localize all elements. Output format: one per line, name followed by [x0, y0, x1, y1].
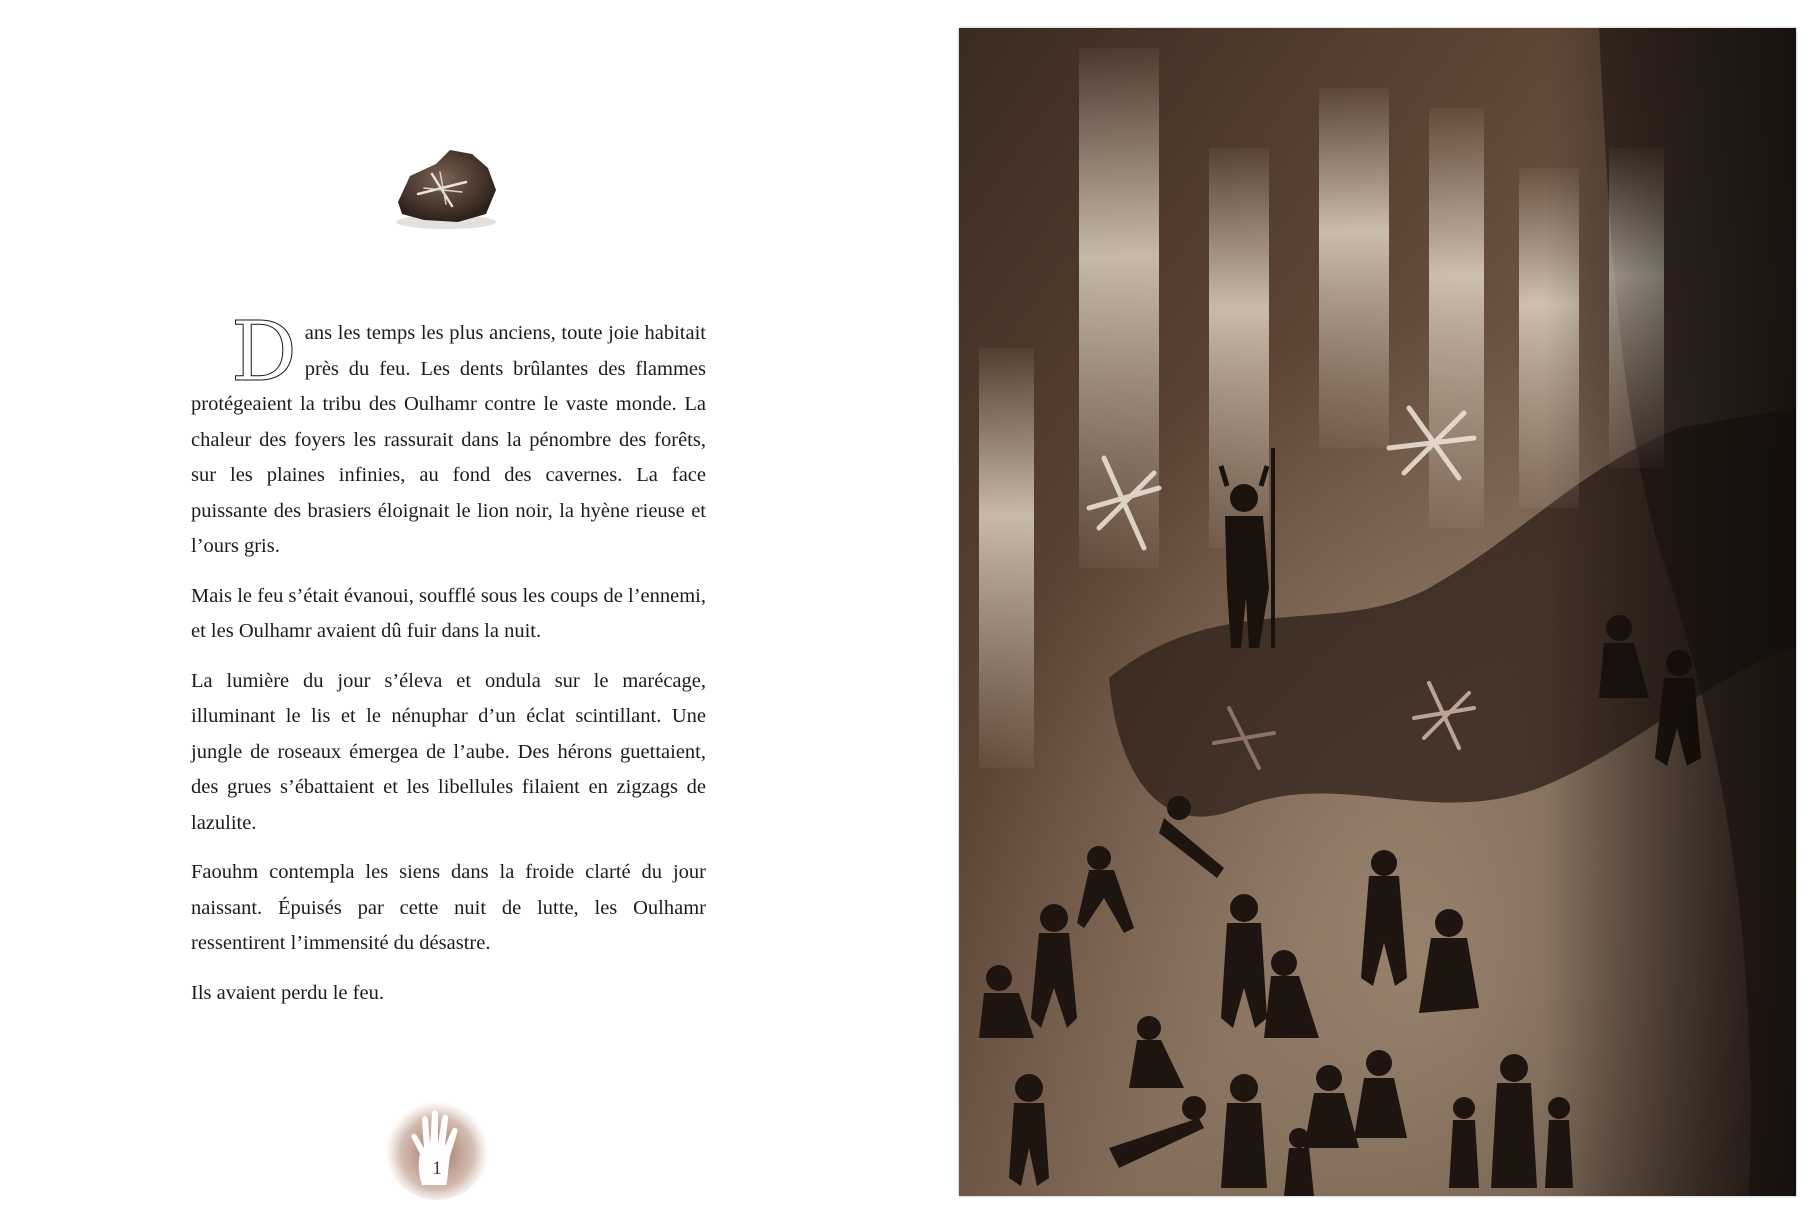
paragraph-4: Faouhm contempla les siens dans la froide clarté du jour naissant. Épuisés par cette nuit de lutte, les Oulhamr ressentirent l’immensité du désastre.: [191, 861, 706, 954]
paragraph-1: [191, 305, 706, 565]
paragraph-5: Ils avaient perdu le feu.: [191, 981, 384, 1004]
paragraph-1-text: ans les temps les plus anciens, toute joie habitait près du feu. Les dents brûlantes des flammes protégeaient la tribu des Oulhamr contre le vaste monde. La chaleur des foyers les rassurait dans la pénombre des forêts, sur les plaines infinies, au fond des cavernes. La face puissante des brasiers éloignait le lion noir, la hyène rieuse et l’ours gris.: [191, 322, 706, 557]
engraved-stone-icon: [388, 142, 504, 232]
paragraph-3: La lumière du jour s’éleva et ondula sur le marécage, illuminant le lis et le nénuphar d’un éclat scintillant. Une jungle de roseaux émergea de l’aube. Des hérons guettaient, des grues s’ébattaient et les libellules filaient en zigzags de lazulite.: [191, 669, 706, 834]
cave-painting-illustration: [959, 28, 1796, 1196]
page-number-ornament: [382, 1090, 492, 1202]
story-text: [191, 305, 706, 1025]
paragraph-2: Mais le feu s’était évanoui, soufflé sous les coups de l’ennemi, et les Oulhamr avaient dû fuir dans la nuit.: [191, 584, 706, 642]
page-number: 1: [432, 1158, 442, 1179]
handprint-icon: [382, 1090, 492, 1202]
drop-cap: D: [231, 305, 297, 400]
right-page: [907, 0, 1814, 1209]
